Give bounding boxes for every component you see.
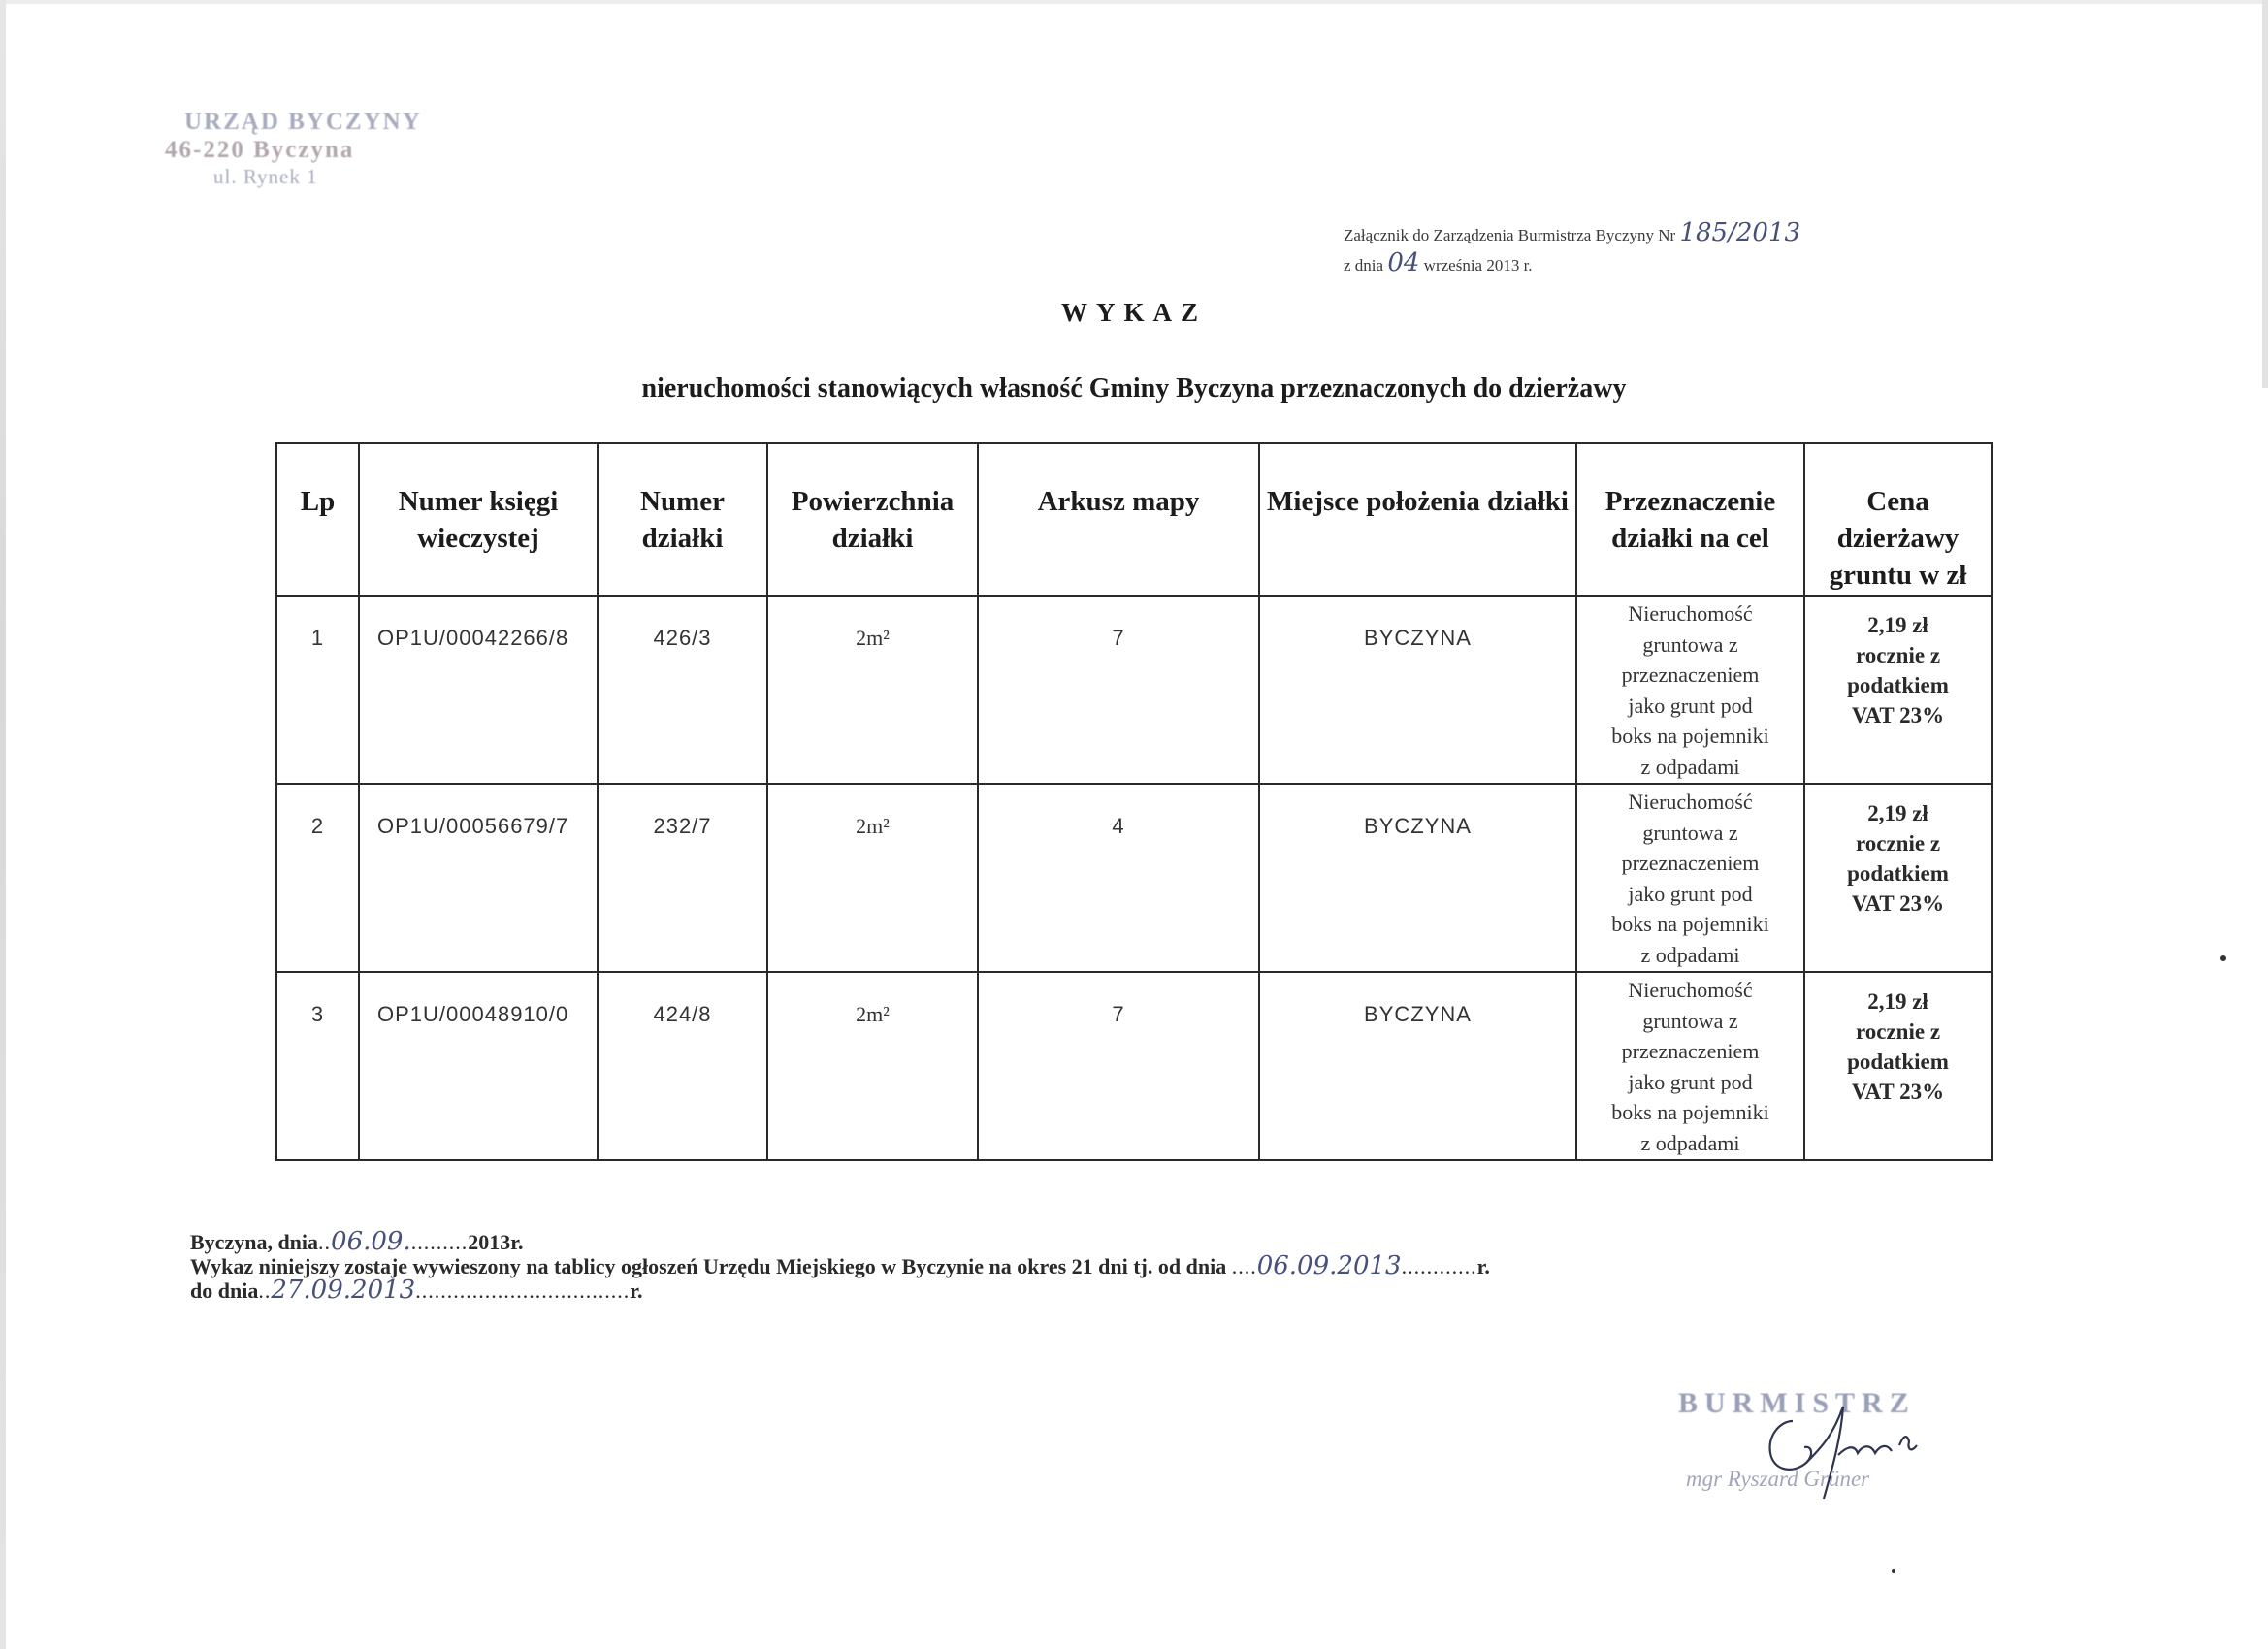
annex-reference (1344, 219, 1800, 279)
price-line: 2,19 zł (1867, 989, 1928, 1014)
header-lp: Lp (276, 443, 359, 596)
purpose-line: z odpadami (1640, 942, 1740, 967)
price-line: podatkiem (1847, 673, 1949, 697)
cell-plot-area: 2m² (767, 596, 978, 784)
cell-land-register: OP1U/00048910/0 (359, 972, 598, 1160)
header-lease-price: Cena dzierżawy gruntu w zł (1804, 443, 1992, 596)
posting-end-suffix: r. (630, 1278, 643, 1303)
cell-location: BYCZYNA (1259, 596, 1576, 784)
purpose-line: Nieruchomość (1628, 978, 1753, 1002)
cell-lp: 3 (276, 972, 359, 1160)
dotted-fill: .. (318, 1230, 332, 1254)
cell-purpose (1576, 596, 1804, 784)
mayor-signature-block (1678, 1377, 1989, 1513)
purpose-line: jako grunt pod (1628, 881, 1753, 906)
stamp-line-1: URZĄD BYCZYNY (184, 109, 422, 135)
stamp-line-2: 46-220 Byczyna (165, 136, 355, 163)
table-row (276, 596, 1992, 784)
signature-stamp-name: mgr Ryszard Grüner (1686, 1467, 1870, 1491)
purpose-line: Nieruchomość (1628, 790, 1753, 814)
issue-date-handwritten: 06.09. (331, 1227, 411, 1256)
cell-land-register: OP1U/00042266/8 (359, 596, 598, 784)
cell-lp: 2 (276, 784, 359, 972)
cell-purpose (1576, 784, 1804, 972)
posting-end-line (190, 1278, 1490, 1303)
document-subtitle: nieruchomości stanowiących własność Gminy Byczyna przeznaczonych do dzierżawy (641, 373, 1627, 404)
cell-plot-number: 424/8 (598, 972, 767, 1160)
scan-edge-right (2262, 0, 2268, 388)
purpose-line: jako grunt pod (1628, 693, 1753, 718)
annex-date-month: września 2013 r. (1423, 256, 1533, 275)
table-row (276, 784, 1992, 972)
cell-map-sheet: 4 (978, 784, 1259, 972)
handwritten-signature-icon (1678, 1377, 1989, 1513)
purpose-line: jako grunt pod (1628, 1069, 1753, 1094)
header-purpose: Przeznaczenie działki na cel (1576, 443, 1804, 596)
posting-start-suffix: r. (1476, 1254, 1490, 1278)
office-stamp (165, 109, 495, 188)
purpose-line: Nieruchomość (1628, 601, 1753, 626)
price-line: 2,19 zł (1867, 613, 1928, 637)
dotted-fill: .. (258, 1278, 272, 1303)
dotted-fill: ............ (1401, 1254, 1477, 1278)
purpose-line: z odpadami (1640, 1130, 1740, 1155)
posting-period-text: Wykaz niniejszy zostaje wywieszony na tablicy ogłoszeń Urzędu Miejskiego w Byczynie na okres 21 dni tj. od dnia (190, 1254, 1227, 1278)
table-header-row (276, 443, 1992, 596)
annex-date-day: 04 (1387, 248, 1420, 277)
cell-location: BYCZYNA (1259, 784, 1576, 972)
cell-lease-price (1804, 596, 1992, 784)
cell-purpose (1576, 972, 1804, 1160)
property-table (275, 442, 1993, 1161)
scan-edge-top (0, 0, 2268, 4)
purpose-line: przeznaczeniem (1621, 851, 1760, 875)
cell-plot-number: 232/7 (598, 784, 767, 972)
cell-map-sheet: 7 (978, 972, 1259, 1160)
scan-speck (1892, 1569, 1895, 1573)
price-line: 2,19 zł (1867, 801, 1928, 825)
posting-end-date: 27.09.2013 (271, 1276, 416, 1305)
document-title: WYKAZ (1060, 298, 1207, 327)
purpose-line: gruntowa z (1642, 820, 1738, 845)
cell-lease-price (1804, 972, 1992, 1160)
cell-plot-area: 2m² (767, 784, 978, 972)
purpose-line: gruntowa z (1642, 1008, 1738, 1033)
purpose-line: boks na pojemniki (1611, 1100, 1769, 1124)
dotted-fill: .... (1231, 1254, 1257, 1278)
cell-lp: 1 (276, 596, 359, 784)
price-line: VAT 23% (1851, 1080, 1945, 1104)
purpose-line: przeznaczeniem (1621, 663, 1760, 687)
stamp-line-3: ul. Rynek 1 (213, 164, 318, 188)
cell-map-sheet: 7 (978, 596, 1259, 784)
dotted-fill: .................................. (415, 1278, 631, 1303)
cell-lease-price (1804, 784, 1992, 972)
signature-stamp-title: BURMISTRZ (1678, 1387, 1916, 1419)
scan-edge-left (0, 0, 6, 1649)
price-line: podatkiem (1847, 861, 1949, 886)
purpose-line: z odpadami (1640, 754, 1740, 779)
issue-date-year: 2013r. (468, 1230, 524, 1254)
header-plot-area: Powierzchnia działki (767, 443, 978, 596)
posting-end-label: do dnia (190, 1278, 259, 1303)
price-line: rocznie z (1855, 643, 1941, 667)
price-line: VAT 23% (1851, 703, 1945, 728)
header-land-register: Numer księgi wieczystej (359, 443, 598, 596)
purpose-line: gruntowa z (1642, 631, 1738, 657)
table-row (276, 972, 1992, 1160)
cell-plot-area: 2m² (767, 972, 978, 1160)
dotted-fill: ......... (410, 1230, 469, 1254)
header-location: Miejsce położenia działki (1259, 443, 1576, 596)
cell-plot-number: 426/3 (598, 596, 767, 784)
header-map-sheet: Arkusz mapy (978, 443, 1259, 596)
purpose-line: boks na pojemniki (1611, 724, 1769, 748)
cell-land-register: OP1U/00056679/7 (359, 784, 598, 972)
posting-start-date: 06.09.2013 (1256, 1251, 1402, 1280)
posting-notice (190, 1227, 1490, 1305)
annex-ordinance-number: 185/2013 (1679, 218, 1801, 247)
issue-date-label: Byczyna, dnia (190, 1230, 319, 1254)
purpose-line: boks na pojemniki (1611, 912, 1769, 936)
annex-ordinance-label: Załącznik do Zarządzenia Burmistrza Byczyny Nr (1344, 226, 1676, 244)
cell-location: BYCZYNA (1259, 972, 1576, 1160)
header-plot-number: Numer działki (598, 443, 767, 596)
price-line: podatkiem (1847, 1050, 1949, 1074)
price-line: rocznie z (1855, 1019, 1941, 1044)
price-line: rocznie z (1855, 831, 1941, 856)
annex-line-2 (1344, 249, 1800, 279)
annex-line-1 (1344, 219, 1800, 249)
scan-speck (2220, 955, 2226, 961)
purpose-line: przeznaczeniem (1621, 1039, 1760, 1063)
annex-date-label: z dnia (1344, 256, 1384, 275)
price-line: VAT 23% (1851, 891, 1945, 916)
